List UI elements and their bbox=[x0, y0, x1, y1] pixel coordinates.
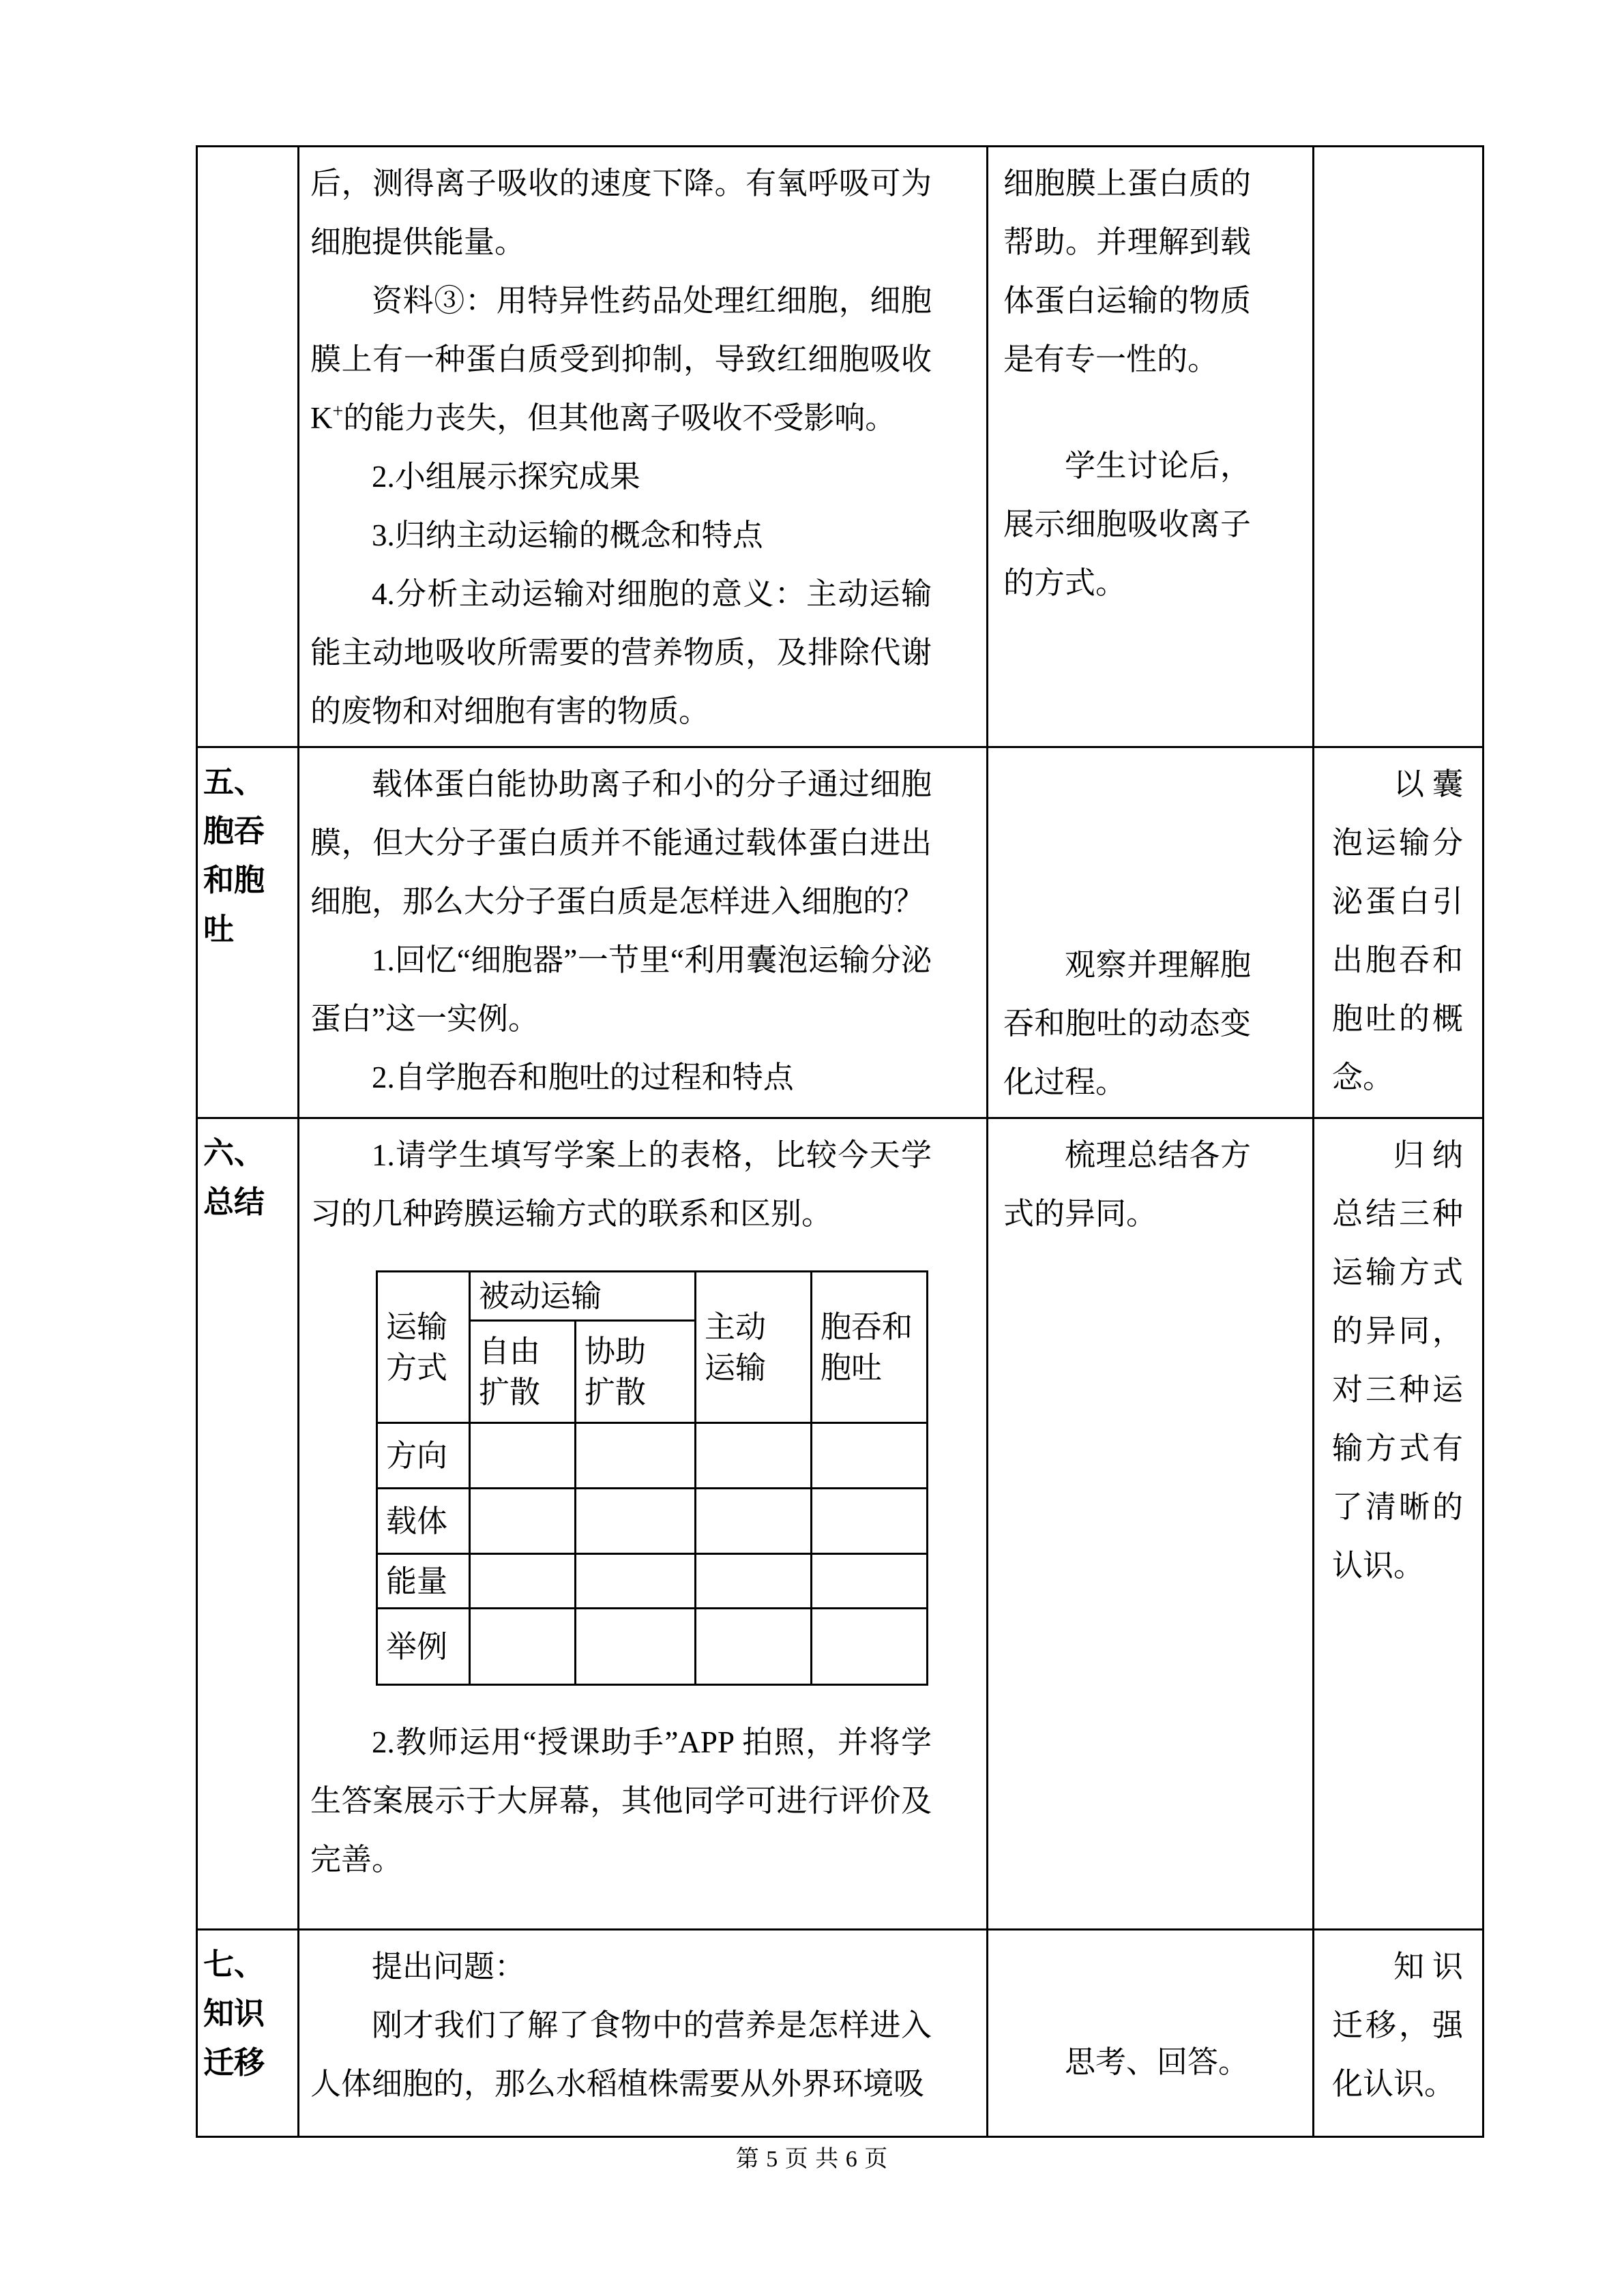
empty-cell bbox=[812, 1489, 928, 1554]
student-activity-cell bbox=[988, 747, 1314, 1118]
paragraph: 载体蛋白能协助离子和小的分子通过细胞膜，但大分子蛋白质并不能通过载体蛋白进出细胞，那么大分子蛋白质是怎样进入细胞的？ bbox=[310, 767, 932, 919]
row-label-energy: 能量 bbox=[377, 1554, 470, 1609]
header-transport-mode: 运输方式 bbox=[377, 1272, 470, 1423]
header-facilitated-diffusion: 协助扩散 bbox=[576, 1321, 696, 1423]
teaching-process-cell bbox=[299, 1930, 988, 2137]
student-activity-cell bbox=[988, 1930, 1314, 2137]
header-passive-transport: 被动运输 bbox=[470, 1272, 696, 1321]
paragraph: 知识迁移，强化认识。 bbox=[1332, 1950, 1463, 2101]
paragraph: 以囊泡运输分泌蛋白引出胞吞和胞吐的概念。 bbox=[1332, 767, 1463, 1094]
page-number: 第 5 页 共 6 页 bbox=[735, 2147, 889, 2172]
inner-data-row-direction bbox=[377, 1423, 928, 1489]
section-label-cell bbox=[197, 147, 299, 747]
design-intent-cell bbox=[1314, 1930, 1483, 2137]
teaching-process-cell bbox=[299, 1118, 988, 1930]
table-row-endocytosis bbox=[197, 747, 1483, 1118]
empty-cell bbox=[696, 1554, 812, 1609]
paragraph: 刚才我们了解了食物中的营养是怎样进入人体细胞的，那么水稻植株需要从外界环境吸 bbox=[310, 2008, 932, 2101]
empty-cell bbox=[470, 1554, 576, 1609]
empty-cell bbox=[576, 1489, 696, 1554]
paragraph: 1.回忆“细胞器”一节里“利用囊泡运输分泌蛋白”这一实例。 bbox=[310, 943, 932, 1036]
inner-data-row-carrier bbox=[377, 1489, 928, 1554]
design-intent-cell bbox=[1314, 147, 1483, 747]
student-activity-cell bbox=[988, 147, 1314, 747]
superscript-plus: + bbox=[332, 401, 344, 422]
paragraph: 4.分析主动运输对细胞的意义：主动运输能主动地吸收所需要的营养物质，及排除代谢的废物和对细胞有害的物质。 bbox=[310, 577, 932, 728]
teaching-process-cell bbox=[299, 747, 988, 1118]
table-row-knowledge-transfer bbox=[197, 1930, 1483, 2137]
paragraph bbox=[310, 271, 932, 447]
header-free-diffusion: 自由扩散 bbox=[470, 1321, 576, 1423]
paragraph: 后，测得离子吸收的速度下降。有氧呼吸可为细胞提供能量。 bbox=[310, 166, 932, 259]
table-row-summary bbox=[197, 1118, 1483, 1930]
paragraph: 观察并理解胞吞和胞吐的动态变化过程。 bbox=[1003, 948, 1251, 1099]
paragraph: 学生讨论后，展示细胞吸收离子的方式。 bbox=[1003, 449, 1251, 600]
paragraph: 2.小组展示探究成果 bbox=[372, 460, 640, 494]
inner-data-row-energy bbox=[377, 1554, 928, 1609]
paragraph: 归纳总结三种运输方式的异同，对三种运输方式有了清晰的认识。 bbox=[1332, 1138, 1463, 1583]
paragraph: 思考、回答。 bbox=[1065, 2045, 1250, 2079]
section-label-cell: 七、知识迁移 bbox=[197, 1930, 299, 2137]
empty-cell bbox=[812, 1554, 928, 1609]
empty-cell bbox=[470, 1489, 576, 1554]
empty-cell bbox=[576, 1554, 696, 1609]
paragraph: 2.自学胞吞和胞吐的过程和特点 bbox=[372, 1060, 794, 1094]
paragraph: 提出问题： bbox=[372, 1950, 526, 1984]
empty-cell bbox=[696, 1489, 812, 1554]
transport-comparison-table bbox=[376, 1270, 928, 1686]
empty-cell bbox=[576, 1423, 696, 1489]
empty-cell bbox=[812, 1609, 928, 1685]
paragraph: 3.归纳主动运输的概念和特点 bbox=[372, 518, 763, 552]
section-label-cell: 六、总结 bbox=[197, 1118, 299, 1930]
paragraph: 1.请学生填写学案上的表格，比较今天学习的几种跨膜运输方式的联系和区别。 bbox=[310, 1138, 932, 1231]
table-row-continuation bbox=[197, 147, 1483, 747]
row-label-carrier: 载体 bbox=[377, 1489, 470, 1554]
section-label-cell: 五、胞吞和胞吐 bbox=[197, 747, 299, 1118]
lesson-plan-table bbox=[196, 145, 1484, 2138]
teaching-process-cell bbox=[299, 147, 988, 747]
empty-cell bbox=[470, 1609, 576, 1685]
empty-cell bbox=[696, 1423, 812, 1489]
student-activity-cell bbox=[988, 1118, 1314, 1930]
inner-header-row-1 bbox=[377, 1272, 928, 1321]
paragraph: 细胞膜上蛋白质的帮助。并理解到载体蛋白运输的物质是有专一性的。 bbox=[1003, 166, 1251, 376]
design-intent-cell bbox=[1314, 747, 1483, 1118]
empty-cell bbox=[696, 1609, 812, 1685]
inner-data-row-example bbox=[377, 1609, 928, 1685]
header-endocytosis-exocytosis: 胞吞和胞吐 bbox=[812, 1272, 928, 1423]
design-intent-cell bbox=[1314, 1118, 1483, 1930]
empty-cell bbox=[576, 1609, 696, 1685]
header-active-transport: 主动运输 bbox=[696, 1272, 812, 1423]
row-label-example: 举例 bbox=[377, 1609, 470, 1685]
paragraph: 梳理总结各方式的异同。 bbox=[1003, 1138, 1251, 1231]
empty-cell bbox=[470, 1423, 576, 1489]
empty-cell bbox=[812, 1423, 928, 1489]
text-run: 资料③：用特异性药品处理红细胞，细胞膜上有一种蛋白质受到抑制，导致红细胞吸收K bbox=[310, 284, 932, 435]
row-label-direction: 方向 bbox=[377, 1423, 470, 1489]
paragraph: 2.教师运用“授课助手”APP 拍照，并将学生答案展示于大屏幕，其他同学可进行评价及完善。 bbox=[310, 1725, 932, 1877]
text-run: 的能力丧失，但其他离子吸收不受影响。 bbox=[343, 401, 896, 435]
